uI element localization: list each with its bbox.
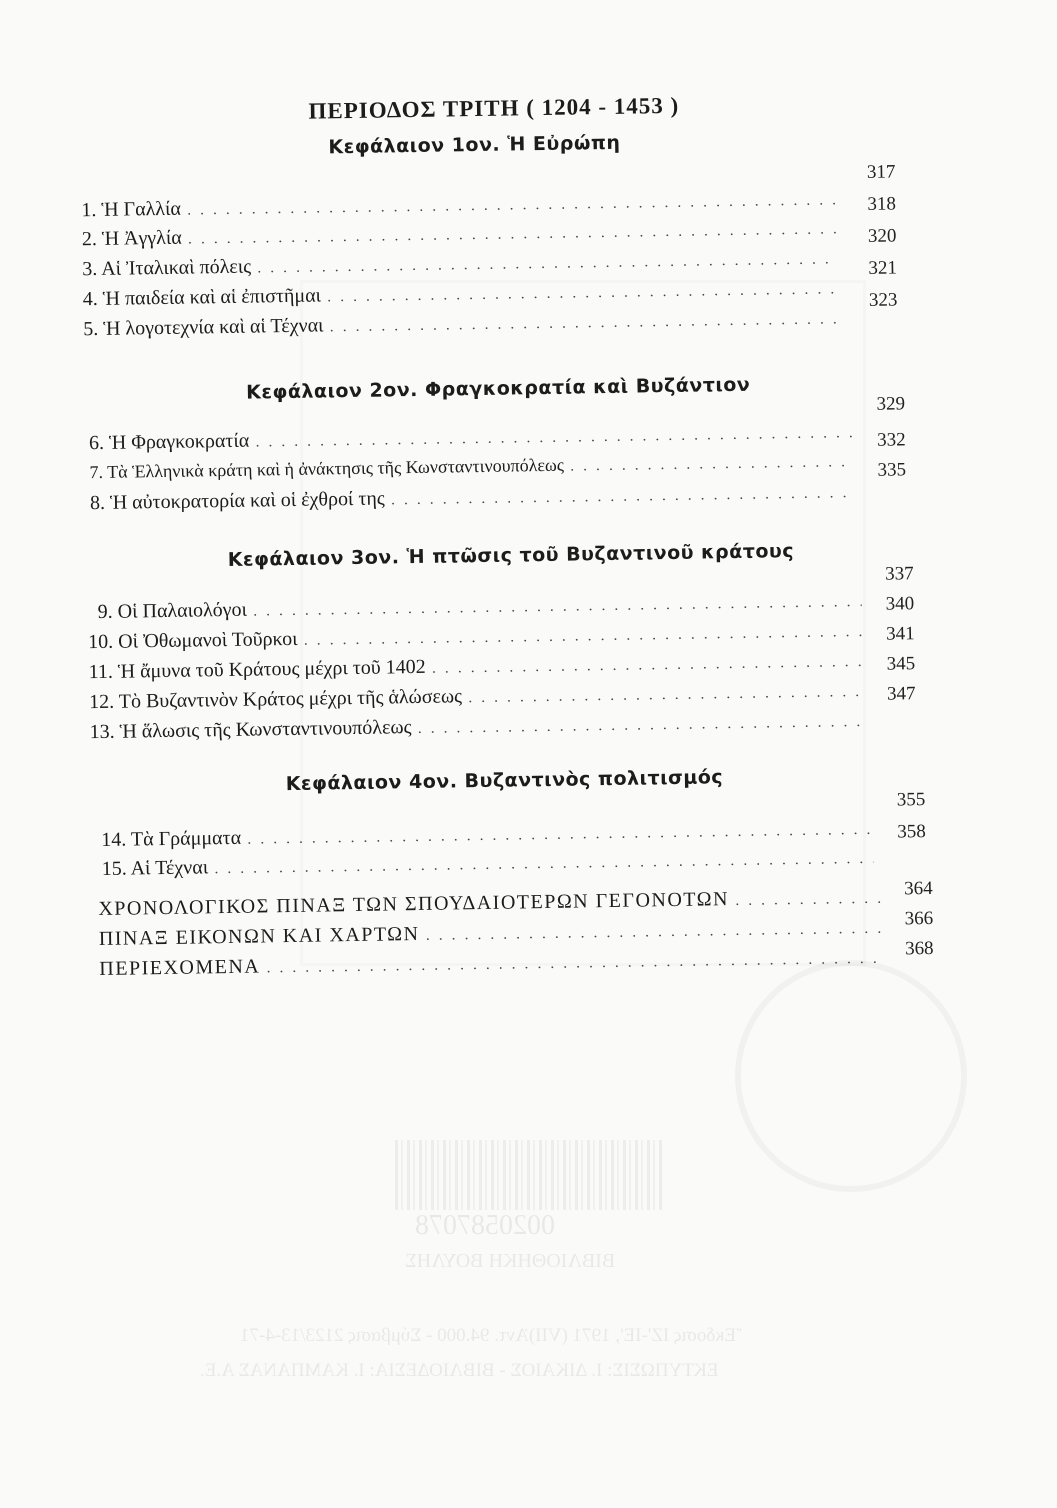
page-number: 340 — [885, 593, 915, 615]
chapter-1-title: Κεφάλαιον 1ον. Ἡ Εὐρώπη — [328, 131, 621, 159]
page-number: 337 — [885, 563, 914, 585]
entry-label: 10. Οἱ Ὀθωμανοὶ Τοῦρκοι — [88, 627, 298, 654]
page-number: 368 — [904, 937, 934, 960]
page-number: 320 — [867, 225, 897, 247]
entry-label: 9. Οἱ Παλαιολόγοι — [97, 598, 248, 624]
entry-label: ΧΡΟΝΟΛΟΓΙΚΟΣ ΠΙΝΑΞ ΤΩΝ ΣΠΟΥΔΑΙΟΤΕΡΩΝ ΓΕΓΟΝΟΤΩΝ — [98, 888, 730, 921]
entry-label: 13. Ἡ ἅλωσις τῆς Κωνσταντινουπόλεως — [89, 716, 412, 744]
bleed-printer-line: ΕΚΤΥΠΩΣΙΣ: Ι. ΔΙΚΑΙΟΣ - ΒΙΒΛΙΟΔΕΣΙΑ: Ι. ΚΑΜΠΑΝΑΣ Α.Ε. — [200, 1360, 719, 1381]
entry-label: ΠΕΡΙΕΧΟΜΕΝΑ — [99, 955, 261, 981]
chapter-4-title: Κεφάλαιον 4ον. Βυζαντινὸς πολιτισμός — [285, 766, 724, 796]
dot-leader — [329, 311, 837, 335]
dot-leader — [468, 684, 863, 706]
dot-leader — [425, 921, 882, 944]
page-number: 355 — [896, 789, 926, 811]
bleed-edition-line: Ἔκδοσις ΙΖ'-ΙΕ', 1971 (VII)Ἀντ. 94.000 - Σύμβασις 2123/13-4-71 — [240, 1325, 742, 1346]
page-number: 321 — [868, 257, 898, 279]
page-number: 341 — [885, 623, 915, 645]
bleed-library-code: 0020587078 — [415, 1210, 555, 1241]
entry-label: 11. Ἡ ἄμυνα τοῦ Κράτους μέχρι τοῦ 1402 — [88, 655, 426, 684]
page-number: 329 — [876, 393, 906, 415]
entry-label: 4. Ἡ παιδεία καὶ αἱ ἐπιστῆμαι — [82, 284, 322, 311]
dot-leader — [214, 851, 874, 877]
entry-label: 15. Αἱ Τέχναι — [101, 856, 209, 880]
dot-leader — [432, 654, 863, 677]
dot-leader — [187, 192, 836, 218]
page-number: 335 — [877, 459, 907, 481]
entry-label: 6. Ἡ Φραγκοκρατία — [88, 429, 250, 455]
dot-leader — [303, 624, 862, 649]
entry-label: 14. Τὰ Γράμματα — [101, 826, 242, 851]
entry-label: 1. Ἡ Γαλλία — [81, 197, 182, 222]
dot-leader — [735, 891, 883, 909]
entry-label: 12. Τὸ Βυζαντινὸν Κράτος μέχρι τῆς ἁλώσεως — [88, 685, 463, 714]
chapter-3-title: Κεφάλαιον 3ον. Ἡ πτῶσις τοῦ Βυζαντινοῦ κράτους — [227, 540, 795, 571]
dot-leader — [253, 594, 862, 620]
entry-label: 2. Ἡ Ἀγγλία — [81, 226, 182, 251]
dot-leader — [417, 714, 863, 737]
dot-leader — [257, 251, 836, 276]
page-number: 345 — [886, 653, 916, 675]
dot-leader — [391, 485, 854, 508]
dot-leader — [247, 822, 873, 848]
chapter-2-title: Κεφάλαιον 2ον. Φραγκοκρατία καὶ Βυζάντιον — [246, 373, 751, 404]
dot-leader — [327, 281, 837, 305]
entry-label: 8. Ἡ αὐτοκρατορία καὶ οἱ ἐχθροί της — [89, 487, 385, 515]
period-title: ΠΕΡΙΟΔΟΣ ΤΡΙΤΗ ( 1204 - 1453 ) — [308, 92, 680, 124]
entry-label: 7. Τὰ Ἑλληνικὰ κράτη καὶ ἡ ἀνάκτησις τῆς Κωνσταντινουπόλεως — [89, 454, 565, 483]
dot-leader — [266, 951, 883, 977]
page-number: 318 — [867, 193, 897, 215]
page-number: 364 — [903, 877, 933, 900]
page-number: 323 — [868, 289, 898, 311]
dot-leader — [188, 221, 836, 247]
page-number: 332 — [876, 429, 906, 451]
entry-label: 3. Αἱ Ἰταλικαὶ πόλεις — [82, 255, 252, 281]
bleed-library-name: ΒΙΒΛΙΟΘΗΚΗ ΒΟΥΛΗΣ — [405, 1250, 616, 1272]
page-number: 366 — [904, 907, 934, 930]
dot-leader — [255, 425, 853, 450]
entry-label: ΠΙΝΑΞ ΕΙΚΟΝΩΝ ΚΑΙ ΧΑΡΤΩΝ — [98, 923, 420, 951]
page-number: 358 — [897, 821, 926, 843]
dot-leader — [570, 454, 854, 474]
page-number: 347 — [886, 683, 916, 705]
entry-label: 5. Ἡ λογοτεχνία καὶ αἱ Τέχναι — [83, 314, 324, 341]
page-number: 317 — [866, 161, 896, 183]
